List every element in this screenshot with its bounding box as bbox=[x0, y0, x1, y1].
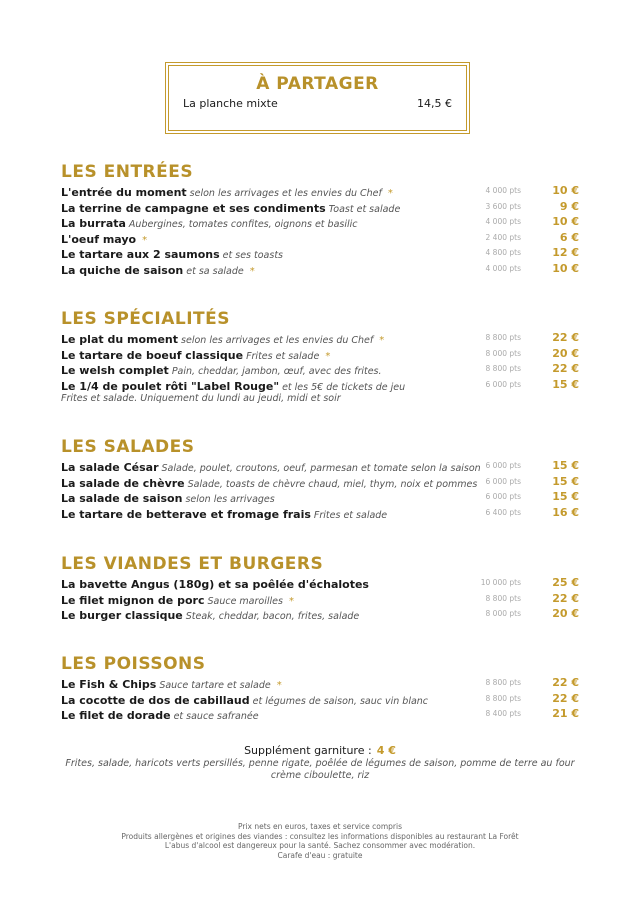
item-points: 8 800 pts bbox=[485, 593, 521, 603]
footer-line: L'abus d'alcool est dangereux pour la santé. Sachez consommer avec modération. bbox=[164, 841, 476, 850]
item-name: La terrine de campagne et ses condiments bbox=[61, 201, 326, 215]
share-item-price: 14,5 € bbox=[417, 97, 452, 110]
item-description: Steak, cheddar, bacon, frites, salade bbox=[185, 611, 360, 622]
item-points: 2 400 pts bbox=[485, 232, 521, 242]
item-points: 6 400 pts bbox=[485, 507, 521, 517]
item-price: 9 € bbox=[559, 199, 579, 213]
item-points: 8 800 pts bbox=[485, 364, 521, 373]
item-description: Salade, poulet, croutons, oeuf, parmesan et tomate selon la saison bbox=[161, 463, 481, 474]
item-description: Salade, toasts de chèvre chaud, miel, thym, noix et pommes bbox=[187, 478, 478, 490]
item-name: L'oeuf mayo bbox=[61, 232, 137, 246]
menu-item bbox=[61, 706, 581, 722]
item-name: L'entrée du moment bbox=[61, 186, 187, 199]
item-description: et ses toasts bbox=[222, 250, 284, 261]
item-points: 10 000 pts bbox=[480, 578, 521, 587]
item-name: Le filet de dorade bbox=[61, 709, 171, 722]
item-points: 6 000 pts bbox=[485, 379, 521, 389]
menu-item bbox=[61, 606, 581, 622]
menu-item bbox=[61, 505, 581, 521]
item-name: Le burger classique bbox=[61, 609, 183, 622]
item-price: 22 € bbox=[552, 362, 579, 375]
share-title: À PARTAGER bbox=[256, 74, 379, 94]
item-name: Le tartare aux 2 saumons bbox=[61, 248, 220, 261]
item-name: Le plat du moment bbox=[61, 333, 179, 346]
star-icon: * bbox=[142, 234, 148, 246]
item-description: Frites et salade bbox=[246, 350, 320, 362]
item-price: 15 € bbox=[552, 459, 579, 472]
item-price: 22 € bbox=[552, 591, 579, 605]
item-name: Le 1/4 de poulet rôti "Label Rouge" bbox=[61, 379, 280, 393]
item-price: 22 € bbox=[552, 676, 579, 689]
item-points: 6 000 pts bbox=[485, 461, 521, 470]
item-points: 6 000 pts bbox=[485, 492, 521, 501]
star-icon: * bbox=[387, 188, 393, 199]
item-description: et légumes de saison, sauc vin blanc bbox=[252, 695, 429, 707]
item-price: 15 € bbox=[552, 474, 579, 488]
menu-item bbox=[61, 377, 581, 393]
menu-section bbox=[61, 161, 581, 276]
item-points: 4 800 pts bbox=[485, 248, 521, 257]
section-title: LES SALADES bbox=[61, 437, 195, 457]
supplement-title: Supplément garniture : bbox=[244, 744, 372, 757]
item-name: La salade de chèvre bbox=[61, 476, 185, 490]
item-description: Toast et salade bbox=[328, 203, 401, 215]
item-description: selon les arrivages et les envies du Chef bbox=[189, 188, 382, 199]
item-name: Le tartare de betterave et fromage frais bbox=[61, 507, 311, 521]
item-description: Pain, cheddar, jambon, œuf, avec des frites. bbox=[171, 366, 382, 377]
item-price: 22 € bbox=[552, 691, 579, 705]
menu-item bbox=[61, 474, 581, 490]
item-points: 8 800 pts bbox=[485, 333, 521, 342]
star-icon: * bbox=[276, 680, 282, 691]
item-description: selon les arrivages bbox=[185, 494, 275, 505]
item-price: 20 € bbox=[552, 607, 579, 620]
menu-item bbox=[61, 183, 581, 199]
menu-item bbox=[61, 458, 581, 474]
share-box bbox=[165, 62, 470, 134]
menu-item bbox=[61, 199, 581, 215]
item-points: 3 600 pts bbox=[485, 201, 521, 211]
item-points: 8 000 pts bbox=[485, 609, 521, 618]
item-price: 25 € bbox=[552, 576, 579, 589]
supplement bbox=[50, 739, 590, 782]
supplement-text: Frites, salade, haricots verts persillés, penne rigate, poêlée de légumes de saison, pomme de terre au four crème ciboulette, riz bbox=[65, 758, 575, 781]
item-name: La salade de saison bbox=[61, 492, 183, 505]
item-description: Aubergines, tomates confites, oignons et basilic bbox=[128, 219, 358, 230]
item-points: 4 000 pts bbox=[485, 263, 521, 273]
menu-item bbox=[61, 489, 581, 505]
menu-item bbox=[61, 245, 581, 261]
item-description-extra: Frites et salade. Uniquement du lundi au jeudi, midi et soir bbox=[61, 393, 341, 404]
section-title: LES SPÉCIALITÉS bbox=[61, 309, 230, 329]
item-points: 4 000 pts bbox=[485, 186, 521, 195]
menu-item bbox=[61, 214, 581, 230]
item-points: 8 400 pts bbox=[485, 709, 521, 718]
menu-item bbox=[61, 361, 581, 377]
item-points: 8 800 pts bbox=[485, 678, 521, 687]
item-description: et les 5€ de tickets de jeu bbox=[282, 381, 406, 393]
star-icon: * bbox=[379, 335, 385, 346]
share-item-name: La planche mixte bbox=[183, 97, 278, 110]
item-description: Sauce tartare et salade bbox=[159, 680, 271, 691]
menu-item bbox=[61, 691, 581, 707]
menu-item bbox=[61, 591, 581, 607]
section-title: LES POISSONS bbox=[61, 654, 206, 674]
footer-line: Produits allergènes et origines des viandes : consultez les informations disponibles au restaurant La Forêt bbox=[121, 831, 519, 841]
item-name: Le tartare de boeuf classique bbox=[61, 348, 244, 362]
star-icon: * bbox=[288, 595, 294, 607]
item-description: selon les arrivages et les envies du Chef bbox=[181, 335, 374, 346]
section-title: LES VIANDES ET BURGERS bbox=[61, 554, 324, 574]
menu-section bbox=[61, 308, 581, 405]
menu-item bbox=[61, 675, 581, 691]
footer bbox=[50, 822, 590, 860]
section-title: LES ENTRÉES bbox=[61, 162, 194, 182]
menu-item bbox=[61, 575, 581, 591]
item-points: 6 000 pts bbox=[485, 476, 521, 486]
footer-line: Prix nets en euros, taxes et service compris bbox=[238, 822, 402, 831]
item-points: 8 800 pts bbox=[485, 693, 521, 703]
item-points: 4 000 pts bbox=[485, 217, 521, 226]
item-price: 15 € bbox=[552, 490, 579, 503]
menu-section bbox=[61, 436, 581, 520]
item-description: Frites et salade bbox=[313, 509, 388, 521]
item-description: et sauce safranée bbox=[173, 711, 259, 722]
item-price: 12 € bbox=[552, 246, 579, 259]
item-description: Sauce maroilles bbox=[207, 595, 283, 607]
supplement-price: 4 € bbox=[376, 744, 396, 757]
item-name: La bavette Angus (180g) et sa poêlée d'échalotes bbox=[61, 578, 369, 591]
item-price: 21 € bbox=[552, 707, 579, 720]
menu-item bbox=[61, 346, 581, 362]
item-name: Le Fish & Chips bbox=[61, 678, 157, 691]
star-icon: * bbox=[325, 350, 331, 362]
star-icon: * bbox=[249, 265, 255, 277]
item-price: 22 € bbox=[552, 331, 579, 344]
item-price: 10 € bbox=[552, 215, 579, 228]
item-price: 10 € bbox=[552, 261, 579, 275]
menu-item bbox=[61, 230, 581, 246]
item-description: et sa salade bbox=[186, 265, 244, 277]
menu-item bbox=[61, 261, 581, 277]
item-name: La salade César bbox=[61, 461, 159, 474]
item-name: Le welsh complet bbox=[61, 364, 169, 377]
item-price: 16 € bbox=[552, 505, 579, 519]
item-price: 6 € bbox=[559, 230, 579, 244]
item-name: La quiche de saison bbox=[61, 263, 184, 277]
item-name: La burrata bbox=[61, 217, 126, 230]
menu-section bbox=[61, 653, 581, 722]
item-price: 15 € bbox=[552, 377, 579, 391]
item-name: La cocotte de dos de cabillaud bbox=[61, 693, 250, 707]
footer-line: Carafe d'eau : gratuite bbox=[277, 850, 363, 860]
item-price: 20 € bbox=[552, 346, 579, 360]
item-price: 10 € bbox=[552, 184, 579, 197]
menu-item bbox=[61, 330, 581, 346]
item-name: Le filet mignon de porc bbox=[61, 593, 205, 607]
item-points: 8 000 pts bbox=[485, 348, 521, 358]
menu-section bbox=[61, 553, 581, 622]
